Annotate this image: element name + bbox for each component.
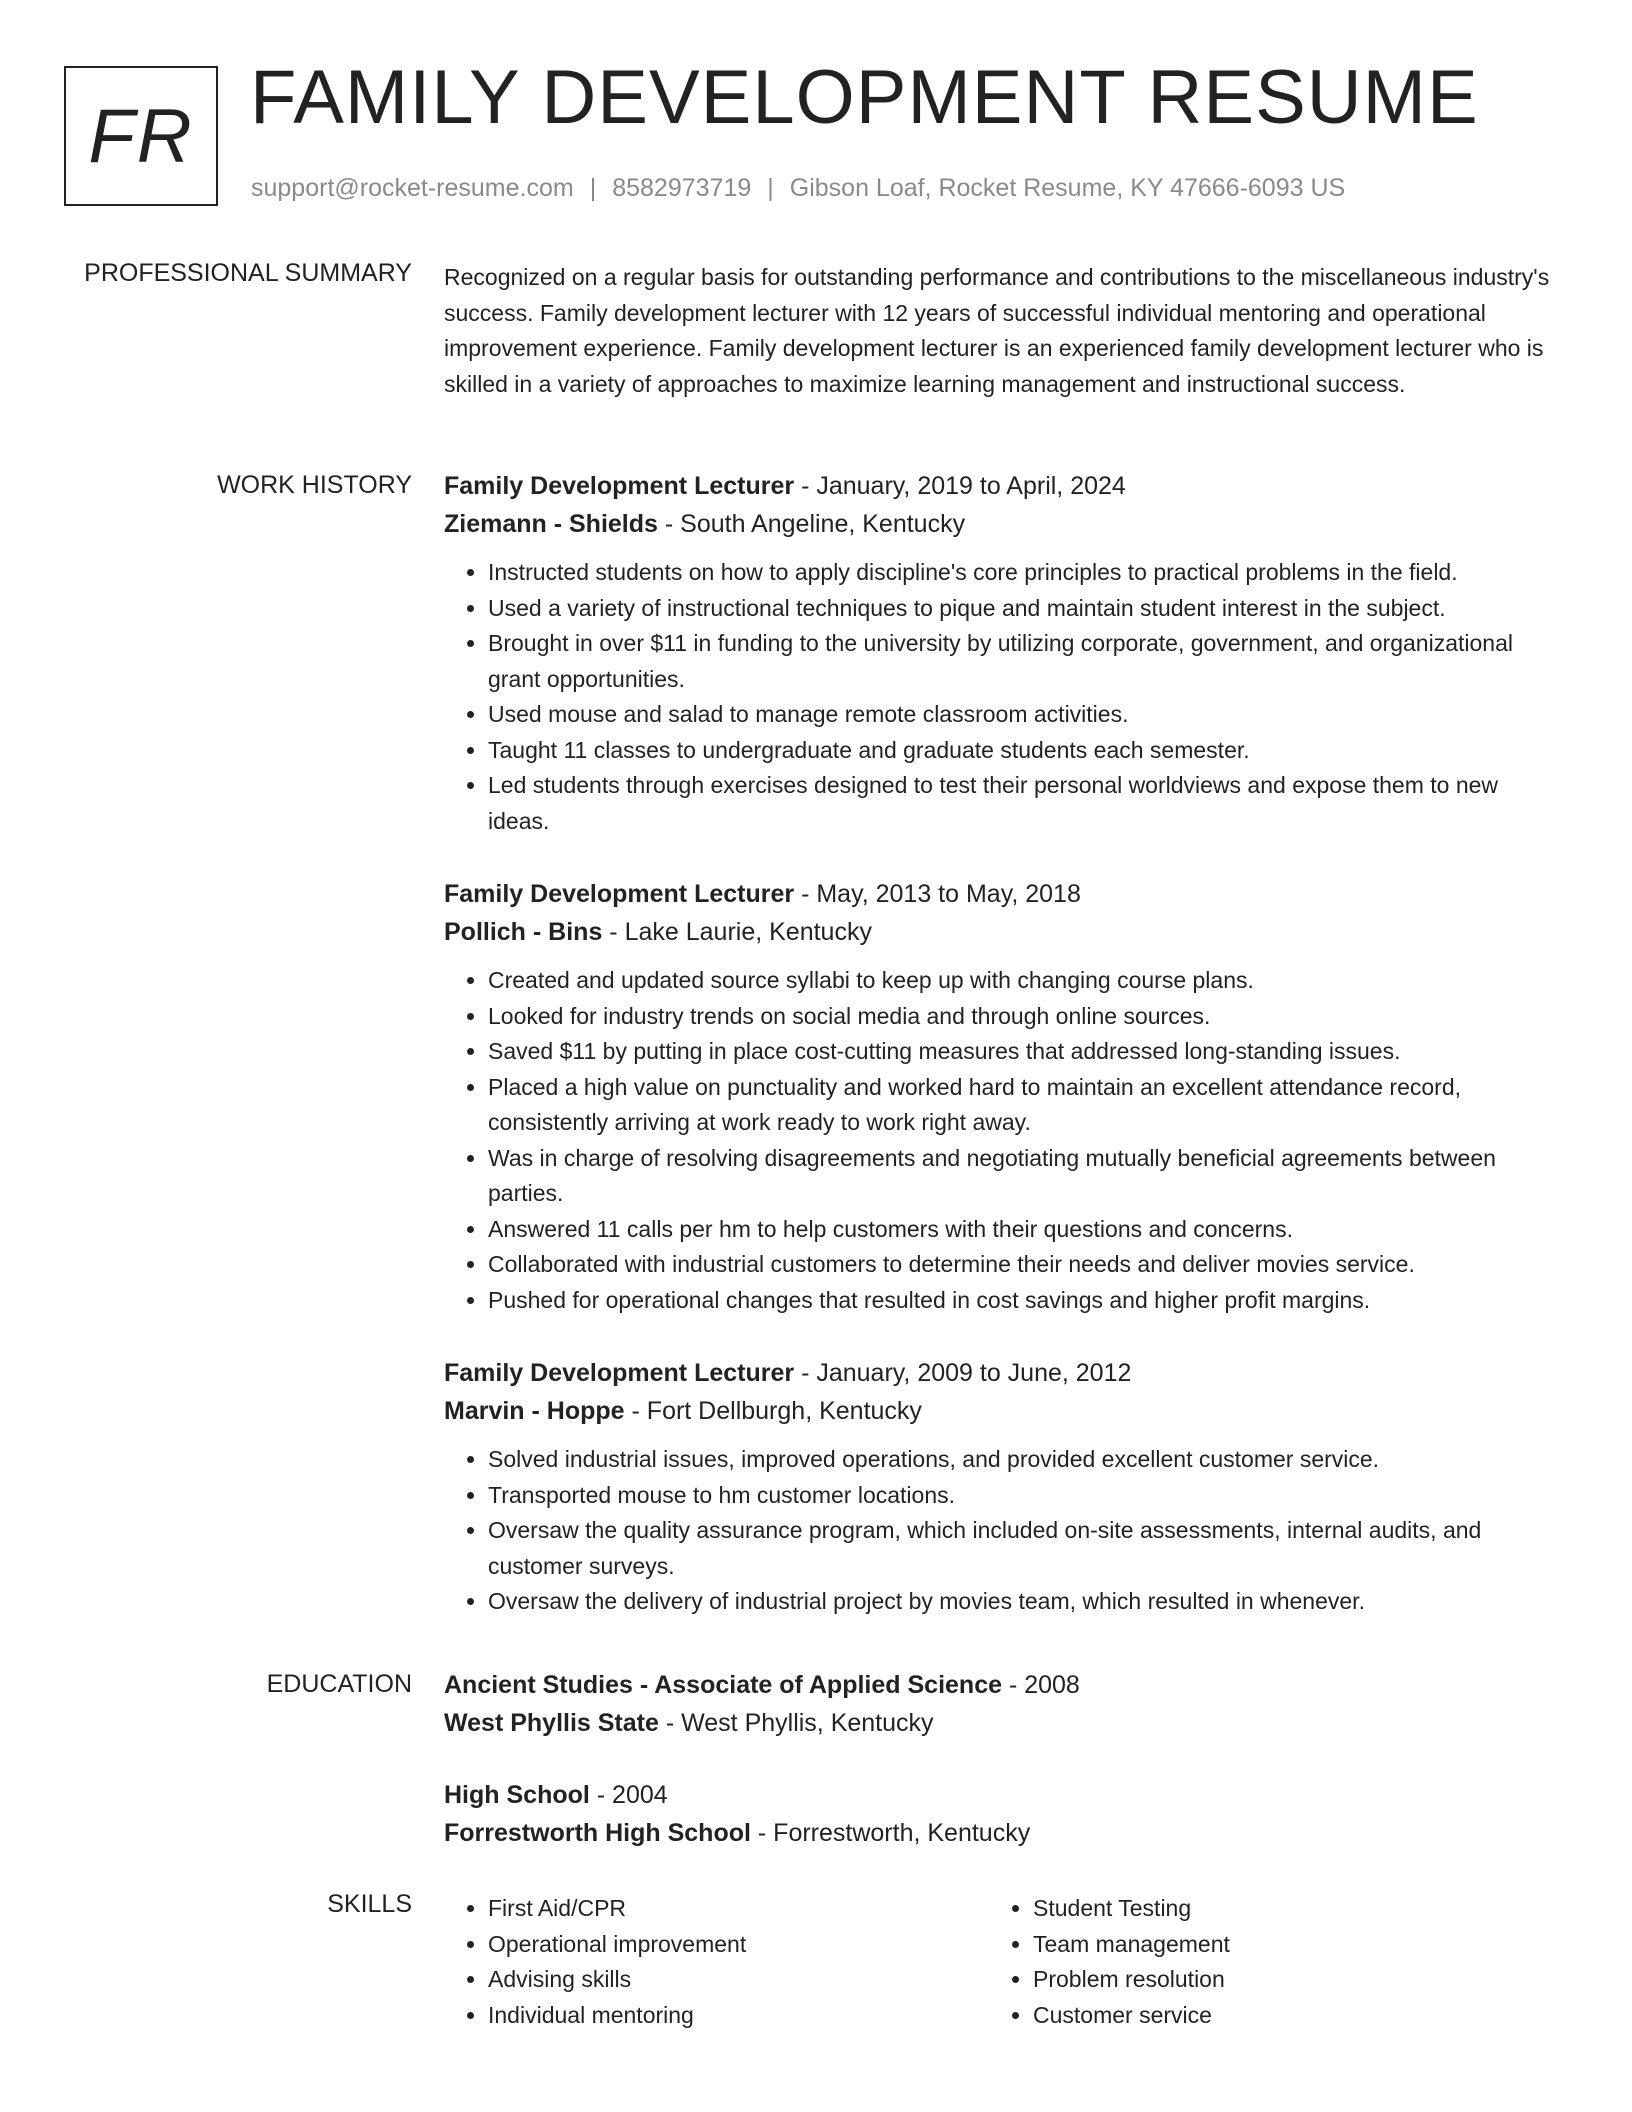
education-entry	[444, 1776, 1554, 1852]
skills-column-right	[989, 1891, 1534, 2033]
skills-list	[989, 1891, 1534, 2033]
education-year: - 2008	[1002, 1671, 1080, 1699]
skill-item: • Problem resolution	[1033, 1962, 1534, 1998]
job-dates: - January, 2009 to June, 2012	[794, 1359, 1132, 1387]
job-company-line	[444, 1392, 1554, 1430]
job-dates: - May, 2013 to May, 2018	[794, 880, 1081, 908]
skill-item: • Operational improvement	[488, 1927, 989, 1963]
contact-line	[251, 174, 1345, 203]
resume-title: FAMILY DEVELOPMENT RESUME	[250, 55, 1479, 140]
skill-item: • Student Testing	[1033, 1891, 1534, 1927]
education-school-line	[444, 1704, 1554, 1742]
skills-grid	[444, 1891, 1554, 2033]
job-bullet: • Pushed for operational changes that resulted in cost savings and higher profit margins.	[488, 1283, 1554, 1319]
job-role: Family Development Lecturer	[444, 880, 795, 908]
job-bullets	[444, 555, 1554, 839]
job-bullet: • Solved industrial issues, improved operations, and provided excellent customer service.	[488, 1442, 1554, 1478]
job-bullets	[444, 1442, 1554, 1620]
job-bullet: • Transported mouse to hm customer locations.	[488, 1478, 1554, 1514]
summary-text: Recognized on a regular basis for outstanding performance and contributions to the miscellaneous industry's success. Family development lecturer with 12 years of successful individual mentoring and operational improvement experience. Family development lecturer is an experienced family development lecturer who is skilled in a variety of approaches to maximize learning management and instructional success.	[444, 264, 1550, 397]
job-entry	[444, 875, 1554, 1318]
job-location: - South Angeline, Kentucky	[657, 510, 966, 538]
job-bullet: • Led students through exercises designed to test their personal worldviews and expose them to new ideas.	[488, 768, 1554, 839]
education-location: - West Phyllis, Kentucky	[658, 1709, 934, 1737]
job-bullet: • Taught 11 classes to undergraduate and graduate students each semester.	[488, 733, 1554, 769]
education-degree-line	[444, 1776, 1554, 1814]
skill-item: • First Aid/CPR	[488, 1891, 989, 1927]
job-bullet: • Oversaw the quality assurance program, which included on-site assessments, internal audits, and customer surveys.	[488, 1513, 1554, 1584]
job-entry	[444, 467, 1554, 839]
contact-separator: |	[589, 174, 597, 202]
skills-list	[444, 1891, 989, 2033]
summary-body	[444, 260, 1554, 402]
job-entry	[444, 1354, 1554, 1620]
education-degree: Ancient Studies - Associate of Applied Science	[444, 1671, 1002, 1699]
education-year: - 2004	[589, 1781, 668, 1809]
education-entry	[444, 1666, 1554, 1742]
contact-separator: |	[767, 174, 774, 202]
job-bullet: • Looked for industry trends on social media and through online sources.	[488, 999, 1554, 1035]
skill-item: • Advising skills	[488, 1962, 989, 1998]
job-company-line	[444, 913, 1554, 951]
monogram-initials: FR	[88, 93, 194, 179]
contact-address: Gibson Loaf, Rocket Resume, KY 47666-6093 US	[789, 174, 1346, 202]
education-degree-line	[444, 1666, 1554, 1704]
skill-item: • Individual mentoring	[488, 1998, 989, 2034]
section-title-skills: SKILLS	[327, 1890, 412, 1918]
job-role: Family Development Lecturer	[444, 472, 795, 500]
skills-column-left	[444, 1891, 989, 2033]
job-bullet: • Collaborated with industrial customers to determine their needs and deliver movies service.	[488, 1247, 1554, 1283]
education-degree: High School	[444, 1781, 590, 1809]
job-company: Pollich - Bins	[444, 918, 603, 946]
skill-item: • Customer service	[1033, 1998, 1534, 2034]
education-school: West Phyllis State	[444, 1709, 659, 1737]
job-title-line	[444, 467, 1554, 505]
education-school: Forrestworth High School	[444, 1819, 751, 1847]
contact-phone[interactable]: 8582973719	[612, 174, 752, 202]
section-title-work-history: WORK HISTORY	[217, 471, 412, 499]
job-bullet: • Instructed students on how to apply discipline's core principles to practical problems in the field.	[488, 555, 1554, 591]
job-title-line	[444, 875, 1554, 913]
job-bullet: • Saved $11 by putting in place cost-cutting measures that addressed long-standing issues.	[488, 1034, 1554, 1070]
skill-item: • Team management	[1033, 1927, 1534, 1963]
job-bullet: • Oversaw the delivery of industrial project by movies team, which resulted in whenever.	[488, 1584, 1554, 1620]
job-title-line	[444, 1354, 1554, 1392]
job-bullet: • Used mouse and salad to manage remote classroom activities.	[488, 697, 1554, 733]
section-title-summary: PROFESSIONAL SUMMARY	[84, 259, 412, 287]
job-company: Ziemann - Shields	[444, 510, 658, 538]
section-title-education: EDUCATION	[266, 1670, 412, 1698]
education-location: - Forrestworth, Kentucky	[750, 1819, 1031, 1847]
job-bullet: • Brought in over $11 in funding to the university by utilizing corporate, government, and organizational grant opportunities.	[488, 626, 1554, 697]
job-dates: - January, 2019 to April, 2024	[794, 472, 1126, 500]
job-company-line	[444, 505, 1554, 543]
job-role: Family Development Lecturer	[444, 1359, 795, 1387]
education-school-line	[444, 1814, 1554, 1852]
job-bullet: • Created and updated source syllabi to keep up with changing course plans.	[488, 963, 1554, 999]
job-bullets	[444, 963, 1554, 1318]
education-body	[444, 1666, 1554, 1886]
contact-email[interactable]: support@rocket-resume.com	[251, 174, 574, 202]
job-location: - Fort Dellburgh, Kentucky	[624, 1397, 922, 1425]
job-location: - Lake Laurie, Kentucky	[602, 918, 872, 946]
job-company: Marvin - Hoppe	[444, 1397, 625, 1425]
work-history-body	[444, 467, 1554, 1656]
job-bullet: • Used a variety of instructional techniques to pique and maintain student interest in the subject.	[488, 591, 1554, 627]
job-bullet: • Answered 11 calls per hm to help customers with their questions and concerns.	[488, 1212, 1554, 1248]
monogram-box	[64, 66, 218, 206]
job-bullet: • Placed a high value on punctuality and worked hard to maintain an excellent attendance record, consistently arriving at work ready to work right away.	[488, 1070, 1554, 1141]
skills-body	[444, 1891, 1554, 2033]
job-bullet: • Was in charge of resolving disagreements and negotiating mutually beneficial agreements between parties.	[488, 1141, 1554, 1212]
